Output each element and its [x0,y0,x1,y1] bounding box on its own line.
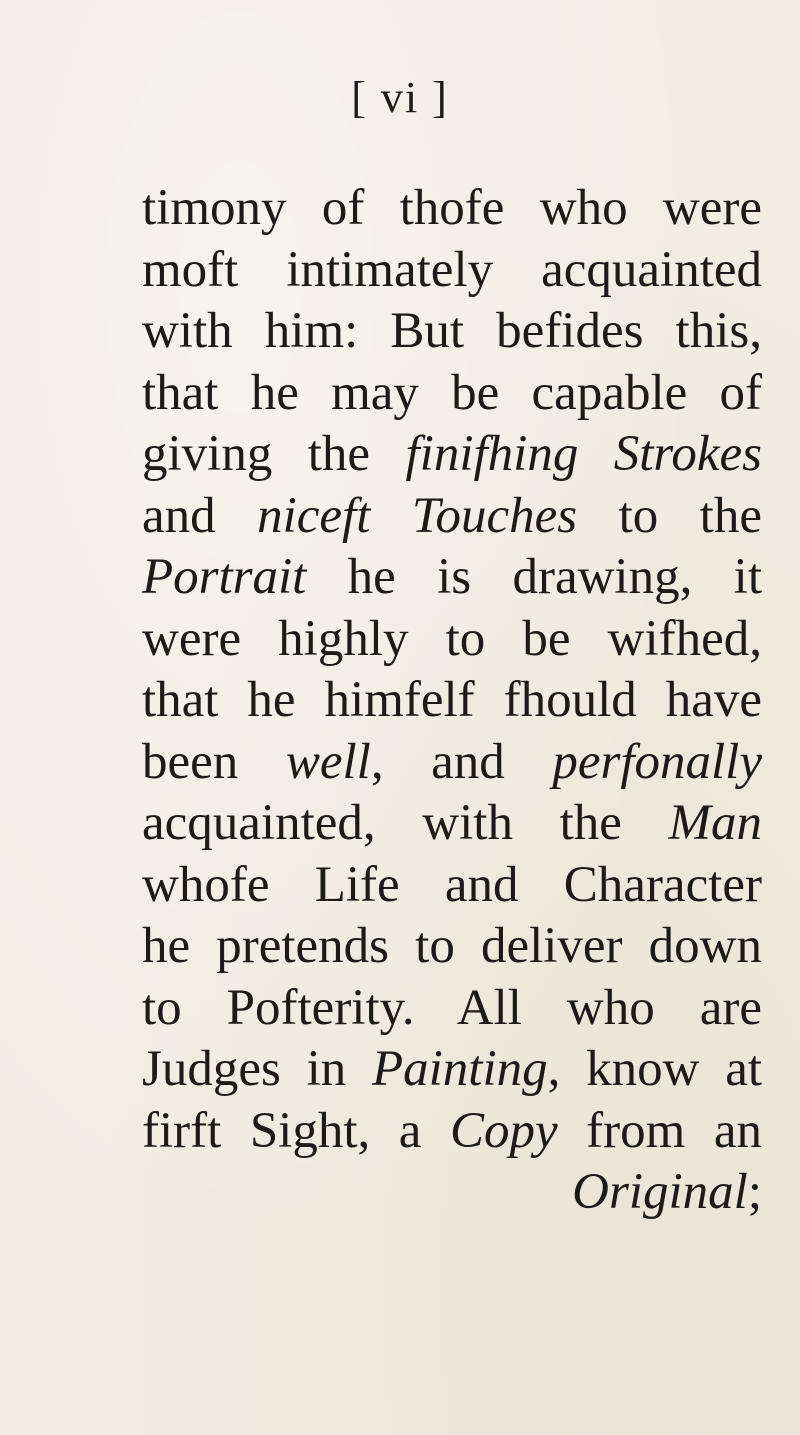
italic-phrase: perfonally [552,733,762,790]
text-line: been well, and perfonally [142,733,762,790]
text-line: Judges in Painting, know at [142,1041,762,1097]
text-line: and niceft Touches to the [142,487,762,544]
text-line: Portrait he is drawing, it [142,549,762,605]
text-line: giving the finifhing Strokes [142,426,762,482]
italic-phrase: niceft Touches [257,487,578,544]
italic-phrase: well [285,733,371,790]
page-number-label: [ vi ] [351,73,449,122]
text-line: firft Sight, a Copy from an [142,1102,762,1159]
italic-phrase: Copy [449,1102,558,1159]
text-line: acquainted, with the Man [142,795,762,851]
body-text [142,178,762,1224]
italic-phrase: Portrait [142,549,307,605]
text-line: moft intimately acquainted [142,241,762,298]
text-line-catchword: Original; [572,1164,762,1220]
italic-phrase: finifhing Strokes [405,426,762,482]
text-line: that he may be capable of [142,364,762,421]
italic-phrase: Man [668,795,762,851]
page-number [0,72,800,123]
text-line: whofe Life and Character [142,856,762,913]
text-line: that he himfelf fhould have [142,672,762,728]
text-line: he pretends to deliver down [142,918,762,974]
italic-phrase: Painting [371,1041,548,1097]
text-line: to Pofterity. All who are [142,979,762,1036]
text-line: timony of thofe who were [142,180,762,236]
text-line: with him: But befides this, [142,303,762,359]
italic-phrase: Original [572,1164,748,1220]
text-line: were highly to be wifhed, [142,610,762,667]
